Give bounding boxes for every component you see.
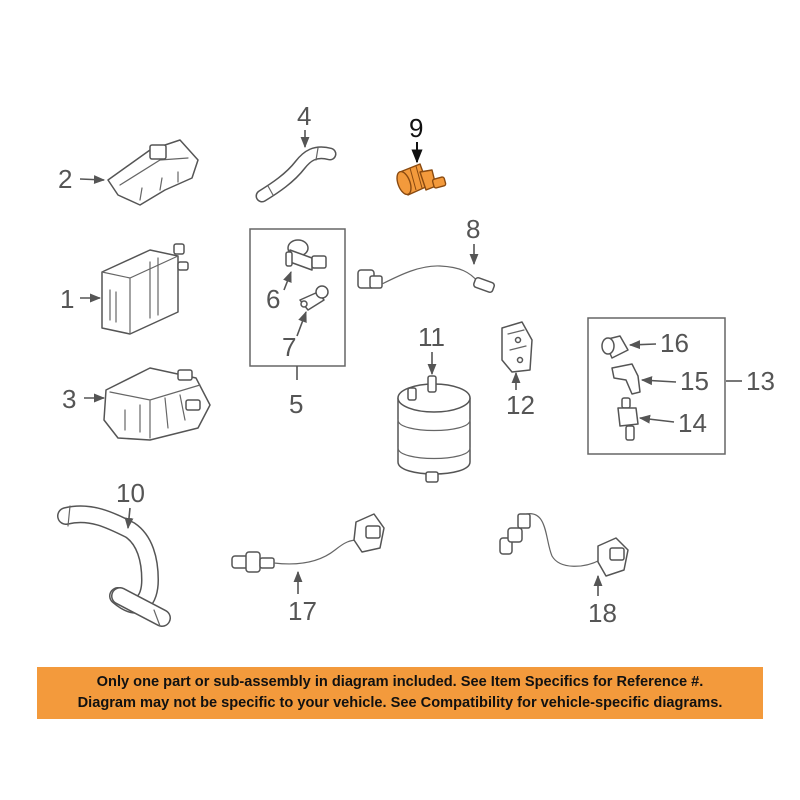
callout-15: 15	[680, 366, 709, 396]
callout-17: 17	[288, 596, 317, 626]
callout-13: 13	[746, 366, 775, 396]
callout-10: 10	[116, 478, 145, 508]
callout-3: 3	[62, 384, 77, 414]
notice-line-1: Only one part or sub-assembly in diagram included. See Item Specifics for Reference #.	[96, 674, 704, 690]
callout-7: 7	[282, 332, 297, 362]
callout-12: 12	[506, 390, 535, 420]
notice-line-2: Diagram may not be specific to your vehicle. See Compatibility for vehicle-specific diagrams.	[77, 695, 723, 711]
leader-7	[297, 312, 306, 336]
part-7-clamp	[300, 286, 328, 310]
part-15-bracket	[612, 364, 640, 394]
callout-9: 9	[409, 113, 424, 143]
callout-1: 1	[60, 284, 75, 314]
callout-18: 18	[588, 598, 617, 628]
part-9-valve	[394, 164, 446, 196]
callout-14: 14	[678, 408, 707, 438]
part-3-tray	[104, 368, 210, 440]
callout-16: 16	[660, 328, 689, 358]
callout-8: 8	[466, 214, 481, 244]
part-14-valve	[618, 398, 638, 440]
callout-2: 2	[58, 164, 73, 194]
callout-6: 6	[266, 284, 281, 314]
leader-6	[284, 272, 291, 290]
part-17-oxygen-sensor	[232, 514, 384, 572]
callout-5: 5	[289, 389, 304, 419]
part-6-solenoid	[286, 240, 326, 270]
part-1-canister	[102, 244, 188, 334]
part-11-canister	[398, 376, 470, 482]
part-2-bracket	[108, 140, 198, 205]
part-12-plate	[502, 322, 532, 372]
part-18-oxygen-sensor	[500, 514, 628, 576]
callout-11: 11	[418, 322, 445, 352]
leader-2	[80, 179, 104, 180]
callout-4: 4	[297, 101, 312, 131]
part-8-sensor	[358, 266, 495, 293]
leader-15	[642, 380, 676, 382]
part-10-pipe	[66, 506, 162, 626]
leader-14	[640, 418, 674, 422]
notice-banner	[37, 667, 763, 719]
leader-16	[630, 344, 656, 345]
part-4-hose	[262, 148, 330, 196]
part-16-cap	[602, 336, 628, 358]
